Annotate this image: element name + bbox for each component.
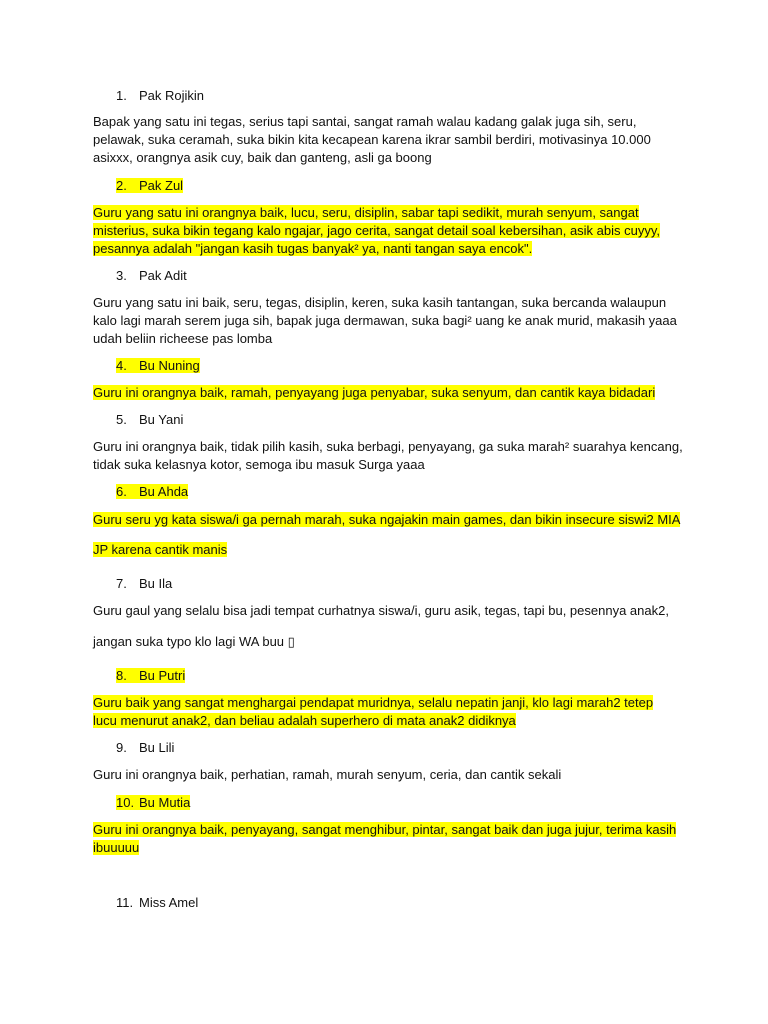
text-line: Guru yang satu ini baik, seru, tegas, disiplin, keren, suka kasih tantangan, suka bercanda walaupun <box>93 295 667 310</box>
teacher-name: Bu Ahda <box>139 484 189 499</box>
list-number: 3. <box>116 268 127 283</box>
text-line: ibuuuuu <box>93 840 140 855</box>
teacher-name: Bu Putri <box>139 668 186 683</box>
teacher-description-6-continued <box>93 541 683 559</box>
teacher-description-7-continued <box>93 633 683 651</box>
list-number: 4. <box>116 358 127 373</box>
teacher-description-2 <box>93 204 683 258</box>
list-heading-11 <box>116 894 198 912</box>
text-line: Guru ini orangnya baik, tidak pilih kasih, suka berbagi, penyayang, ga suka marah² suarahya kencang, <box>93 439 683 454</box>
list-heading-4 <box>116 357 200 375</box>
teacher-description-1 <box>93 113 683 167</box>
list-number: 11. <box>116 895 134 910</box>
text-line: Guru yang satu ini orangnya baik, lucu, seru, disiplin, sabar tapi sedikit, murah senyum, sangat <box>93 205 639 220</box>
teacher-description-9 <box>93 766 683 784</box>
list-heading-7 <box>116 575 172 593</box>
list-heading-2 <box>116 177 183 195</box>
text-line: jangan suka typo klo lagi WA buu ▯ <box>93 634 295 649</box>
teacher-name: Bu Mutia <box>139 795 191 810</box>
list-heading-8 <box>116 667 185 685</box>
teacher-description-6 <box>93 511 683 529</box>
text-line: udah beliin richeese pas lomba <box>93 331 273 346</box>
list-heading-6 <box>116 483 188 501</box>
teacher-description-5 <box>93 438 683 474</box>
text-line: asixxx, orangnya asik cuy, baik dan ganteng, asli ga boong <box>93 150 432 165</box>
teacher-description-8 <box>93 694 683 730</box>
list-number: 9. <box>116 740 127 755</box>
list-heading-9 <box>116 739 174 757</box>
teacher-name: Bu Ila <box>139 576 173 591</box>
teacher-description-3 <box>93 294 683 348</box>
teacher-name: Bu Lili <box>139 740 175 755</box>
teacher-name: Miss Amel <box>139 895 199 910</box>
list-number: 7. <box>116 576 127 591</box>
list-heading-3 <box>116 267 187 285</box>
text-line: kalo lagi marah serem juga sih, bapak juga dermawan, suka bagi² uang ke anak murid, makasih yaaa <box>93 313 677 328</box>
text-line: lucu menurut anak2, dan beliau adalah superhero di mata anak2 didiknya <box>93 713 516 728</box>
teacher-name: Pak Adit <box>139 268 187 283</box>
teacher-description-7 <box>93 602 683 620</box>
teacher-name: Bu Yani <box>139 412 184 427</box>
list-number: 2. <box>116 178 127 193</box>
list-number: 5. <box>116 412 127 427</box>
list-number: 10. <box>116 795 135 810</box>
text-line: Guru seru yg kata siswa/i ga pernah marah, suka ngajakin main games, dan bikin insecure siswi2 MIA <box>93 512 681 527</box>
list-heading-5 <box>116 411 183 429</box>
teacher-description-4 <box>93 384 683 402</box>
teacher-name: Bu Nuning <box>139 358 200 373</box>
text-line: Guru ini orangnya baik, perhatian, ramah, murah senyum, ceria, dan cantik sekali <box>93 767 562 782</box>
text-line: misterius, suka bikin tegang kalo ngajar, jago cerita, sangat detail soal kebersihan, asik abis cuyyy, <box>93 223 661 238</box>
text-line: Guru ini orangnya baik, ramah, penyayang juga penyabar, suka senyum, dan cantik kaya bidadari <box>93 385 656 400</box>
teacher-name: Pak Rojikin <box>139 88 205 103</box>
teacher-name: Pak Zul <box>139 178 184 193</box>
text-line: tidak suka kelasnya kotor, semoga ibu masuk Surga yaaa <box>93 457 425 472</box>
text-line: Bapak yang satu ini tegas, serius tapi santai, sangat ramah walau kadang galak juga sih, seru, <box>93 114 637 129</box>
text-line: Guru baik yang sangat menghargai pendapat muridnya, selalu nepatin janji, klo lagi marah2 tetep <box>93 695 654 710</box>
teacher-description-10 <box>93 821 683 857</box>
list-number: 8. <box>116 668 127 683</box>
text-line: pelawak, suka ceramah, suka bikin kita kecapean karena ikrar sambil berdiri, motivasinya 10.000 <box>93 132 651 147</box>
list-heading-1 <box>116 87 204 105</box>
list-number: 1. <box>116 88 127 103</box>
text-line: Guru gaul yang selalu bisa jadi tempat curhatnya siswa/i, guru asik, tegas, tapi bu, pesennya anak2, <box>93 603 669 618</box>
text-line: pesannya adalah "jangan kasih tugas banyak² ya, nanti tangan saya encok". <box>93 241 533 256</box>
text-line: Guru ini orangnya baik, penyayang, sangat menghibur, pintar, sangat baik dan juga jujur, terima kasih <box>93 822 677 837</box>
list-heading-10 <box>116 794 190 812</box>
list-number: 6. <box>116 484 127 499</box>
text-line: JP karena cantik manis <box>93 542 228 557</box>
